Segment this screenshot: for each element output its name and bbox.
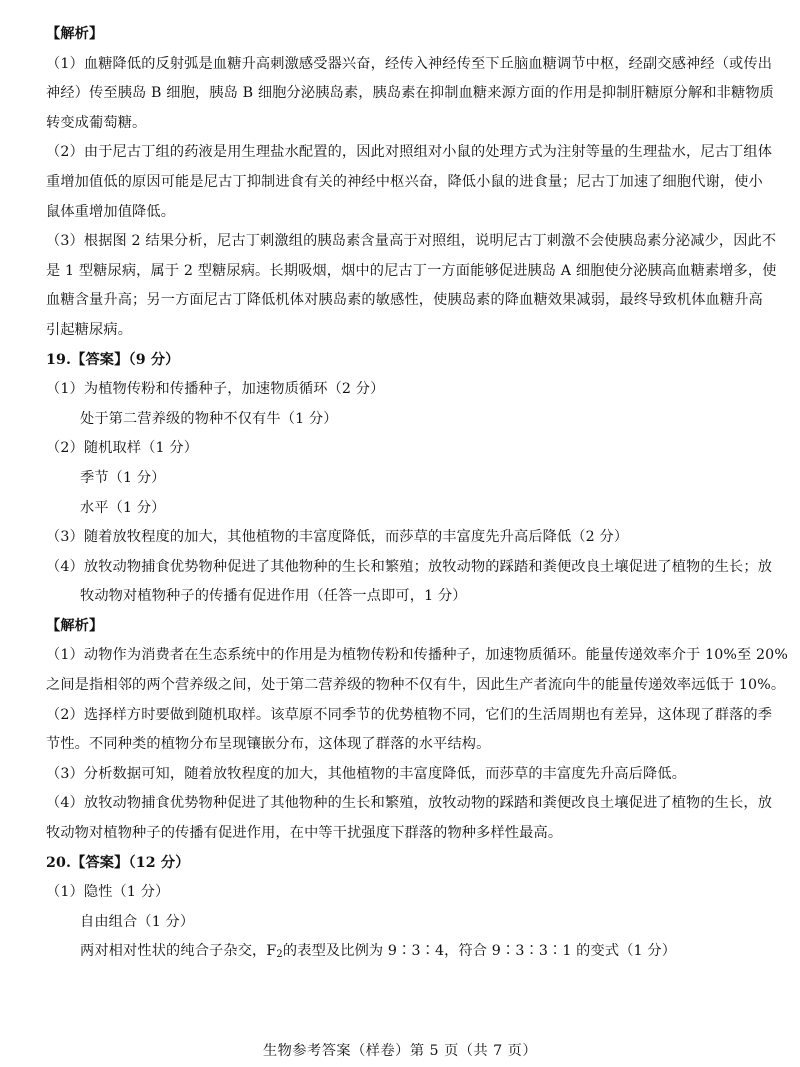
answer-line: （1）隐性（1 分） (46, 884, 170, 901)
analysis-text: 重增加值低的原因可能是尼古丁抑制进食有关的神经中枢兴奋，降低小鼠的进食量；尼古丁加速了细胞代谢，使小 (46, 173, 763, 190)
question-20-title: 20.【答案】（12 分） (46, 854, 190, 871)
answer-line (46, 937, 760, 967)
analysis-text: 转变成葡萄糖。 (46, 114, 147, 131)
answer-line: 水平（1 分） (80, 499, 166, 516)
answer-line: 自由组合（1 分） (80, 913, 195, 930)
answer-line: （2）随机取样（1 分） (46, 440, 199, 457)
analysis-text: （2）由于尼古丁组的药液是用生理盐水配置的，因此对照组对小鼠的处理方式为注射等量的生理盐水，尼古丁组体 (46, 144, 773, 161)
answer-line: （1）为植物传粉和传播种子，加速物质循环（2 分） (46, 381, 385, 398)
analysis-text: 牧动物对植物种子的传播有促进作用，在中等干扰强度下群落的物种多样性最高。 (46, 825, 563, 842)
document-body (46, 20, 788, 967)
answer-line: （3）随着放牧程度的加大，其他植物的丰富度降低，而莎草的丰富度先升高后降低（2 分） (46, 529, 629, 546)
analysis-text: 引起糖尿病。 (46, 321, 133, 338)
answer-line: （4）放牧动物捕食优势物种促进了其他物种的生长和繁殖；放牧动物的踩踏和粪便改良土壤促进了植物的生长；放 (46, 558, 773, 575)
analysis-text: （3）分析数据可知，随着放牧程度的加大，其他植物的丰富度降低，而莎草的丰富度先升高后降低。 (46, 765, 687, 782)
analysis-text: 鼠体重增加值降低。 (46, 203, 176, 220)
analysis-text: （2）选择样方时要做到随机取样。该草原不同季节的优势植物不同，它们的生活周期也有差异，这体现了群落的季 (46, 706, 773, 723)
analysis-text: 之间是指相邻的两个营养级之间，处于第二营养级的物种不仅有牛，因此生产者流向牛的能量传递效率远低于 10%。 (46, 677, 786, 694)
analysis-text: （1）血糖降低的反射弧是血糖升高刺激感受器兴奋，经传入神经传至下丘脑血糖调节中枢，经副交感神经（或传出 (46, 55, 773, 72)
analysis-heading: 【解析】 (46, 26, 104, 42)
answer-line: 季节（1 分） (80, 469, 166, 486)
question-19-title: 19.【答案】（9 分） (46, 351, 180, 368)
answer-line: 牧动物对植物种子的传播有促进作用（任答一点即可，1 分） (80, 588, 467, 605)
analysis-text: （1）动物作为消费者在生态系统中的作用是为植物传粉和传播种子，加速物质循环。能量传递效率介于 10%至 20% (46, 647, 788, 664)
page-footer: 生物参考答案（样卷）第 5 页（共 7 页） (262, 1043, 538, 1059)
analysis-text: 是 1 型糖尿病，属于 2 型糖尿病。长期吸烟，烟中的尼古丁一方面能够促进胰岛 A 细胞使分泌胰高血糖素增多，使 (46, 262, 777, 279)
subscript: 2 (276, 949, 283, 961)
analysis-text: （3）根据图 2 结果分析，尼古丁刺激组的胰岛素含量高于对照组，说明尼古丁刺激不会使胰岛素分泌减少，因此不 (46, 233, 777, 250)
answer-text: 两对相对性状的纯合子杂交，F (80, 943, 277, 960)
analysis-text: （4）放牧动物捕食优势物种促进了其他物种的生长和繁殖，放牧动物的踩踏和粪便改良土壤促进了植物的生长，放 (46, 795, 773, 812)
analysis-heading: 【解析】 (46, 617, 104, 634)
analysis-text: 血糖含量升高；另一方面尼古丁降低机体对胰岛素的敏感性，使胰岛素的降血糖效果减弱，最终导致机体血糖升高 (46, 292, 763, 309)
analysis-text: 节性。不同种类的植物分布呈现镶嵌分布，这体现了群落的水平结构。 (46, 736, 491, 753)
analysis-text: 神经）传至胰岛 B 细胞，胰岛 B 细胞分泌胰岛素，胰岛素在抑制血糖来源方面的作用是抑制肝糖原分解和非糖物质 (46, 85, 774, 102)
answer-line: 处于第二营养级的物种不仅有牛（1 分） (80, 410, 338, 427)
answer-text: 的表型及比例为 9∶3∶4，符合 9∶3∶3∶1 的变式（1 分） (282, 943, 677, 960)
